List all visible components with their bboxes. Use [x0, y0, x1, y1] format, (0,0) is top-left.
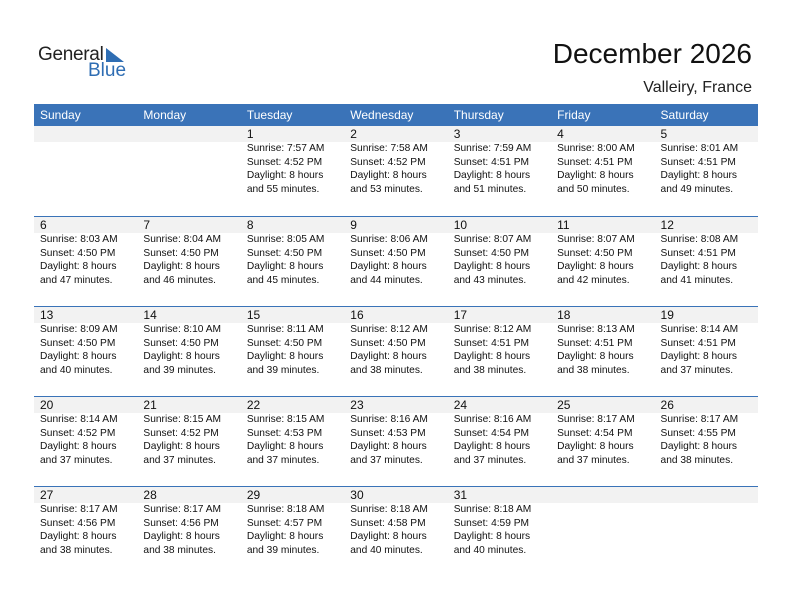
day-number: 15: [246, 308, 261, 322]
day-number: 26: [660, 398, 674, 412]
daylight-minutes-text: and 37 minutes.: [350, 454, 423, 466]
weekday-friday: Friday: [557, 108, 591, 122]
day-cell: [34, 217, 137, 306]
day-cell: [137, 487, 240, 576]
sunset-text: Sunset: 4:54 PM: [557, 427, 633, 439]
sunset-text: Sunset: 4:50 PM: [453, 247, 530, 259]
daylight-minutes-text: and 45 minutes.: [246, 274, 320, 286]
sunset-text: Sunset: 4:57 PM: [246, 517, 323, 529]
daylight-text: Daylight: 8 hours: [557, 261, 634, 272]
sunrise-text: Sunrise: 8:18 AM: [350, 504, 428, 515]
daylight-text: Daylight: 8 hours: [350, 170, 427, 181]
calendar-week-row: [34, 306, 758, 396]
daylight-text: Daylight: 8 hours: [246, 170, 324, 181]
day-number: 11: [557, 218, 570, 232]
daylight-minutes-text: and 37 minutes.: [246, 454, 320, 466]
calendar-week-row: [34, 396, 758, 486]
weekday-monday: Monday: [143, 108, 187, 122]
sunrise-text: Sunrise: 8:16 AM: [350, 414, 428, 425]
sunset-text: Sunset: 4:52 PM: [143, 427, 219, 439]
weekday-saturday: Saturday: [660, 108, 709, 122]
daylight-text: Daylight: 8 hours: [660, 351, 737, 362]
sunrise-text: Sunrise: 7:59 AM: [453, 143, 532, 154]
day-cell: [551, 397, 654, 486]
daylight-text: Daylight: 8 hours: [453, 531, 531, 542]
daylight-minutes-text: and 51 minutes.: [453, 183, 527, 195]
day-number: 18: [557, 308, 571, 322]
sunset-text: Sunset: 4:55 PM: [660, 427, 736, 439]
logo-general-text: General: [38, 44, 104, 65]
day-number: 10: [453, 218, 468, 232]
day-cell: [344, 487, 447, 576]
sunrise-text: Sunrise: 8:16 AM: [453, 414, 532, 425]
sunset-text: Sunset: 4:50 PM: [143, 247, 219, 259]
sunset-text: Sunset: 4:58 PM: [350, 517, 426, 529]
daylight-text: Daylight: 8 hours: [350, 531, 427, 542]
day-cell: [137, 307, 240, 396]
day-cell: [241, 217, 344, 306]
day-number: 13: [40, 308, 54, 322]
day-number: 1: [246, 127, 254, 141]
day-number: 29: [246, 488, 261, 502]
day-cell: [137, 217, 240, 306]
day-number: 21: [143, 398, 157, 412]
daylight-text: Daylight: 8 hours: [453, 261, 531, 272]
day-cell: [448, 126, 551, 216]
sunset-text: Sunset: 4:50 PM: [246, 337, 323, 349]
daylight-minutes-text: and 37 minutes.: [143, 454, 216, 466]
daylight-text: Daylight: 8 hours: [143, 531, 220, 542]
daylight-minutes-text: and 47 minutes.: [40, 274, 113, 286]
sunset-text: Sunset: 4:51 PM: [557, 156, 633, 168]
sunrise-text: Sunrise: 8:15 AM: [143, 414, 222, 425]
day-number: 22: [246, 398, 261, 412]
sunrise-text: Sunrise: 8:08 AM: [660, 234, 739, 245]
sunrise-text: Sunrise: 8:01 AM: [660, 143, 739, 154]
sunset-text: Sunset: 4:50 PM: [246, 247, 323, 259]
daylight-minutes-text: and 37 minutes.: [660, 364, 734, 376]
day-cell: [655, 487, 758, 576]
daylight-minutes-text: and 37 minutes.: [557, 454, 630, 466]
daylight-text: Daylight: 8 hours: [557, 170, 634, 181]
day-cell: [344, 397, 447, 486]
day-cell: [241, 307, 344, 396]
daylight-minutes-text: and 38 minutes.: [40, 544, 113, 556]
daylight-minutes-text: and 38 minutes.: [557, 364, 630, 376]
daylight-text: Daylight: 8 hours: [246, 351, 324, 362]
day-number: 2: [350, 127, 357, 141]
sunset-text: Sunset: 4:51 PM: [660, 156, 736, 168]
day-number: 19: [660, 308, 674, 322]
day-cell: [344, 307, 447, 396]
daylight-text: Daylight: 8 hours: [143, 351, 220, 362]
sunrise-text: Sunrise: 8:07 AM: [557, 234, 635, 245]
day-number: 23: [350, 398, 364, 412]
daylight-minutes-text: and 37 minutes.: [453, 454, 527, 466]
calendar-week-row: [34, 216, 758, 306]
daylight-text: Daylight: 8 hours: [143, 261, 220, 272]
weekday-tuesday: Tuesday: [246, 108, 293, 122]
daylight-minutes-text: and 43 minutes.: [453, 274, 527, 286]
sunset-text: Sunset: 4:51 PM: [557, 337, 633, 349]
daylight-text: Daylight: 8 hours: [246, 531, 324, 542]
sunrise-text: Sunrise: 7:58 AM: [350, 143, 428, 154]
daylight-minutes-text: and 53 minutes.: [350, 183, 423, 195]
sunset-text: Sunset: 4:59 PM: [453, 517, 530, 529]
day-cell: [34, 397, 137, 486]
weekday-header: [34, 104, 758, 126]
day-cell: [551, 487, 654, 576]
daylight-minutes-text: and 39 minutes.: [246, 364, 320, 376]
sunrise-text: Sunrise: 8:17 AM: [40, 504, 118, 515]
daylight-text: Daylight: 8 hours: [143, 441, 220, 452]
day-number: 14: [143, 308, 157, 322]
day-number: 9: [350, 218, 357, 232]
logo-blue-text: Blue: [88, 60, 127, 81]
day-cell: [344, 217, 447, 306]
sunrise-text: Sunrise: 8:07 AM: [453, 234, 532, 245]
weekday-wednesday: Wednesday: [350, 108, 414, 122]
day-cell: [448, 487, 551, 576]
daylight-minutes-text: and 38 minutes.: [660, 454, 734, 466]
sunrise-text: Sunrise: 8:14 AM: [660, 324, 739, 335]
daylight-text: Daylight: 8 hours: [453, 170, 531, 181]
sunset-text: Sunset: 4:53 PM: [246, 427, 323, 439]
daylight-minutes-text: and 39 minutes.: [143, 364, 216, 376]
calendar-week-row: [34, 126, 758, 216]
sunrise-text: Sunrise: 8:18 AM: [453, 504, 532, 515]
weekday-sunday: Sunday: [40, 108, 81, 122]
day-number: 6: [40, 218, 47, 232]
daylight-minutes-text: and 37 minutes.: [40, 454, 113, 466]
daylight-minutes-text: and 42 minutes.: [557, 274, 630, 286]
sunset-text: Sunset: 4:56 PM: [40, 517, 116, 529]
day-number: 7: [143, 218, 151, 232]
sunrise-text: Sunrise: 8:17 AM: [557, 414, 635, 425]
sunset-text: Sunset: 4:52 PM: [40, 427, 116, 439]
day-number: 17: [453, 308, 468, 322]
sunset-text: Sunset: 4:50 PM: [40, 337, 116, 349]
day-cell: [241, 397, 344, 486]
sunset-text: Sunset: 4:52 PM: [246, 156, 323, 168]
day-number: 8: [246, 218, 254, 232]
daylight-text: Daylight: 8 hours: [350, 441, 427, 452]
daylight-minutes-text: and 40 minutes.: [40, 364, 113, 376]
day-cell: [448, 307, 551, 396]
sunrise-text: Sunrise: 8:13 AM: [557, 324, 635, 335]
daylight-text: Daylight: 8 hours: [40, 441, 117, 452]
day-cell: [137, 397, 240, 486]
daylight-minutes-text: and 41 minutes.: [660, 274, 734, 286]
daylight-text: Daylight: 8 hours: [40, 531, 117, 542]
sunrise-text: Sunrise: 8:06 AM: [350, 234, 428, 245]
daylight-text: Daylight: 8 hours: [557, 441, 634, 452]
daylight-text: Daylight: 8 hours: [453, 441, 531, 452]
sunset-text: Sunset: 4:50 PM: [557, 247, 633, 259]
day-number: 4: [557, 127, 564, 141]
sunrise-text: Sunrise: 8:04 AM: [143, 234, 222, 245]
day-cell: [241, 126, 344, 216]
daylight-text: Daylight: 8 hours: [660, 261, 737, 272]
day-cell: [34, 487, 137, 576]
daylight-minutes-text: and 50 minutes.: [557, 183, 630, 195]
day-number: 12: [660, 218, 674, 232]
daylight-text: Daylight: 8 hours: [246, 441, 324, 452]
sunrise-text: Sunrise: 8:14 AM: [40, 414, 118, 425]
sunset-text: Sunset: 4:56 PM: [143, 517, 219, 529]
daylight-minutes-text: and 38 minutes.: [453, 364, 527, 376]
sunset-text: Sunset: 4:50 PM: [350, 337, 426, 349]
sunset-text: Sunset: 4:54 PM: [453, 427, 530, 439]
daylight-minutes-text: and 55 minutes.: [246, 183, 320, 195]
day-cell: [551, 126, 654, 216]
sunrise-text: Sunrise: 8:10 AM: [143, 324, 222, 335]
day-cell: [448, 217, 551, 306]
sunset-text: Sunset: 4:53 PM: [350, 427, 426, 439]
daylight-text: Daylight: 8 hours: [660, 441, 737, 452]
sunset-text: Sunset: 4:51 PM: [453, 337, 530, 349]
day-cell: [34, 307, 137, 396]
sunrise-text: Sunrise: 8:17 AM: [660, 414, 739, 425]
day-cell: [655, 307, 758, 396]
sunrise-text: Sunrise: 7:57 AM: [246, 143, 325, 154]
sunrise-text: Sunrise: 8:05 AM: [246, 234, 325, 245]
day-cell: [137, 126, 240, 216]
day-number: 3: [453, 127, 461, 141]
day-cell: [34, 126, 137, 216]
day-cell: [655, 126, 758, 216]
daylight-text: Daylight: 8 hours: [40, 351, 117, 362]
sunrise-text: Sunrise: 8:09 AM: [40, 324, 118, 335]
day-number: 5: [660, 127, 668, 141]
sunrise-text: Sunrise: 8:15 AM: [246, 414, 325, 425]
day-number: 30: [350, 488, 364, 502]
day-cell: [448, 397, 551, 486]
daylight-text: Daylight: 8 hours: [660, 170, 737, 181]
page-title: December 2026: [552, 38, 752, 69]
sunset-text: Sunset: 4:50 PM: [40, 247, 116, 259]
day-cell: [551, 307, 654, 396]
calendar-grid: [34, 126, 758, 576]
sunrise-text: Sunrise: 8:17 AM: [143, 504, 222, 515]
day-number: 24: [453, 398, 468, 412]
sunrise-text: Sunrise: 8:12 AM: [453, 324, 532, 335]
sunset-text: Sunset: 4:51 PM: [453, 156, 530, 168]
daylight-minutes-text: and 39 minutes.: [246, 544, 320, 556]
sunset-text: Sunset: 4:51 PM: [660, 337, 736, 349]
sunrise-text: Sunrise: 8:11 AM: [246, 324, 324, 335]
daylight-text: Daylight: 8 hours: [350, 261, 427, 272]
calendar-week-row: [34, 486, 758, 576]
weekday-thursday: Thursday: [453, 108, 504, 122]
sunrise-text: Sunrise: 8:00 AM: [557, 143, 635, 154]
daylight-minutes-text: and 40 minutes.: [453, 544, 527, 556]
sunrise-text: Sunrise: 8:18 AM: [246, 504, 325, 515]
daylight-text: Daylight: 8 hours: [40, 261, 117, 272]
day-number: 31: [453, 488, 468, 502]
daylight-text: Daylight: 8 hours: [350, 351, 427, 362]
sunset-text: Sunset: 4:51 PM: [660, 247, 736, 259]
location-label: Valleiry, France: [643, 79, 752, 96]
sunset-text: Sunset: 4:50 PM: [143, 337, 219, 349]
sunrise-text: Sunrise: 8:03 AM: [40, 234, 118, 245]
day-cell: [655, 397, 758, 486]
daylight-text: Daylight: 8 hours: [246, 261, 324, 272]
daylight-minutes-text: and 38 minutes.: [143, 544, 216, 556]
daylight-text: Daylight: 8 hours: [453, 351, 531, 362]
daylight-minutes-text: and 44 minutes.: [350, 274, 423, 286]
day-number: 25: [557, 398, 571, 412]
daylight-minutes-text: and 46 minutes.: [143, 274, 216, 286]
day-cell: [655, 217, 758, 306]
daylight-text: Daylight: 8 hours: [557, 351, 634, 362]
day-number: 20: [40, 398, 54, 412]
daylight-minutes-text: and 49 minutes.: [660, 183, 734, 195]
day-cell: [241, 487, 344, 576]
brand-logo: [38, 44, 138, 80]
sunrise-text: Sunrise: 8:12 AM: [350, 324, 428, 335]
day-cell: [344, 126, 447, 216]
sunset-text: Sunset: 4:50 PM: [350, 247, 426, 259]
day-number: 27: [40, 488, 54, 502]
sunset-text: Sunset: 4:52 PM: [350, 156, 426, 168]
day-number: 16: [350, 308, 364, 322]
daylight-minutes-text: and 40 minutes.: [350, 544, 423, 556]
daylight-minutes-text: and 38 minutes.: [350, 364, 423, 376]
day-number: 28: [143, 488, 157, 502]
day-cell: [551, 217, 654, 306]
